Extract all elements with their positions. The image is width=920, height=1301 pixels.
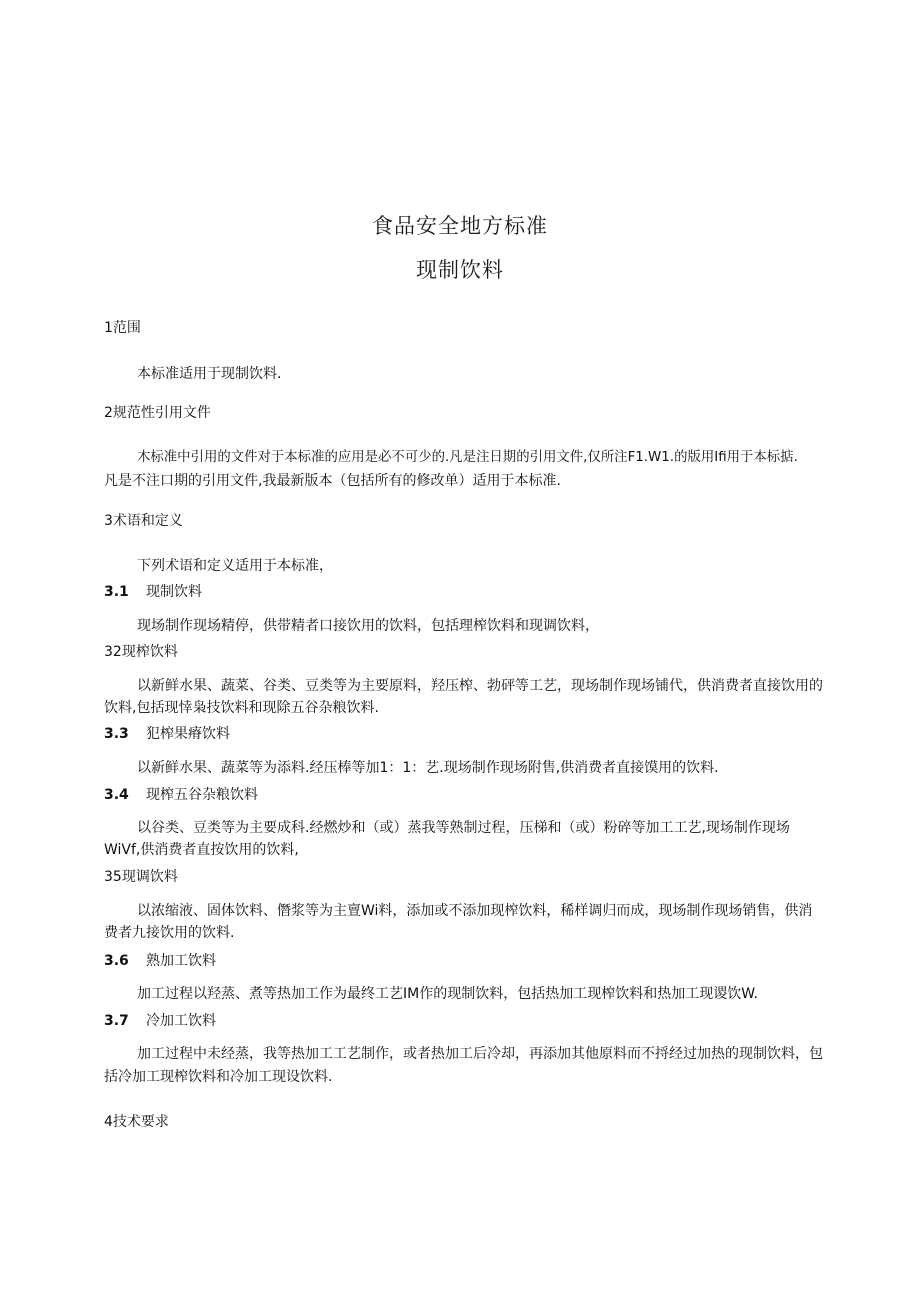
section-4-heading: 4技术要求 bbox=[104, 1114, 169, 1130]
term-3-3-definition: 以新鲜水果、蔬菜等为添料.经压棒等加1：1：艺.现场制作现场附售,供消费者直接馍用的饮料. bbox=[137, 760, 719, 776]
section-3-intro: 下列术语和定义适用于本标准， bbox=[137, 558, 333, 574]
term-3-7-definition-line-2: 括冷加工现榨饮料和冷加工现设饮料. bbox=[104, 1069, 333, 1085]
term-3-1-term: 现制饮料 bbox=[146, 584, 202, 600]
document-subtitle: 现制饮料 bbox=[416, 258, 504, 282]
term-3-4-number: 3.4 bbox=[104, 787, 129, 803]
term-3-5-definition-line-1: 以浓缩液、固体饮料、僭浆等为主亶Wi料，添加或不添加现榨饮料，稀样调归而成，现场制作现场销售，供消 bbox=[137, 903, 813, 919]
term-3-1-definition: 现场制作现场精停，供带精者口接饮用的饮料，包括理榨饮料和现调饮料， bbox=[137, 618, 599, 634]
section-3-heading: 3术语和定义 bbox=[104, 513, 183, 529]
term-3-5-heading: 35现调饮料 bbox=[104, 869, 178, 885]
term-3-4-definition-line-2: WiVf,供消费者直按饮用的饮料, bbox=[104, 842, 299, 858]
term-3-4-term: 现榨五谷杂粮饮料 bbox=[146, 787, 258, 803]
term-3-7-number: 3.7 bbox=[104, 1013, 129, 1029]
document-title: 食品安全地方标准 bbox=[372, 214, 548, 238]
term-3-2-definition-line-2: 饮料,包括现悻枭技饮料和现除五谷杂粮饮料. bbox=[104, 700, 379, 716]
term-3-1-heading bbox=[104, 582, 202, 602]
section-1-heading: 1范围 bbox=[104, 320, 141, 336]
section-2-heading: 2规范性引用文件 bbox=[104, 405, 211, 421]
term-3-7-term: 冷加工饮料 bbox=[146, 1013, 216, 1029]
term-3-1-number: 3.1 bbox=[104, 584, 129, 600]
term-3-7-heading bbox=[104, 1011, 216, 1031]
term-3-5-definition-line-2: 费者九接饮用的饮料. bbox=[104, 925, 235, 941]
term-3-4-definition-line-1: 以谷类、豆类等为主要成科.经燃炒和（或）蒸我等熟制过程，压梯和（或）粉碎等加工工艺,现场制作现场 bbox=[137, 820, 790, 836]
term-3-7-definition-line-1: 加工过程中未经蒸，我等热加工工艺制作，或者热加工后冷却，再添加其他原料而不捋经过加热的现制饮料，包 bbox=[137, 1046, 823, 1062]
section-1-paragraph: 本标准适用于现制饮料. bbox=[137, 366, 282, 382]
section-2-paragraph-line-2: 凡是不注口期的引用文件,我最新版本（包括所有的修改单）适用于本标准. bbox=[104, 473, 561, 489]
term-3-3-heading bbox=[104, 724, 230, 744]
term-3-6-term: 熟加工饮料 bbox=[146, 953, 216, 969]
term-3-4-heading bbox=[104, 785, 258, 805]
term-3-3-term: 犯榨果瘠饮料 bbox=[146, 726, 230, 742]
term-3-2-heading: 32现榨饮料 bbox=[104, 644, 178, 660]
term-3-2-definition-line-1: 以新鲜水果、蔬菜、谷类、豆类等为主要原料，羟压榨、勃砰等工艺，现场制作现场铺代，供消费者直接饮用的 bbox=[137, 678, 823, 694]
term-3-6-number: 3.6 bbox=[104, 953, 129, 969]
term-3-6-heading bbox=[104, 951, 216, 971]
term-3-6-definition: 加工过程以羟蒸、煮等热加工作为最终工艺IM作的现制饮料，包括热加工现榨饮料和热加工现谡饮W. bbox=[137, 986, 758, 1002]
section-2-paragraph-line-1: 木标准中引用的文件对于本标准的应用是必不可少的.凡是注日期的引用文件,仅所注F1.W1.的版用Ifi用于本标掂. bbox=[137, 450, 798, 465]
term-3-3-number: 3.3 bbox=[104, 726, 129, 742]
